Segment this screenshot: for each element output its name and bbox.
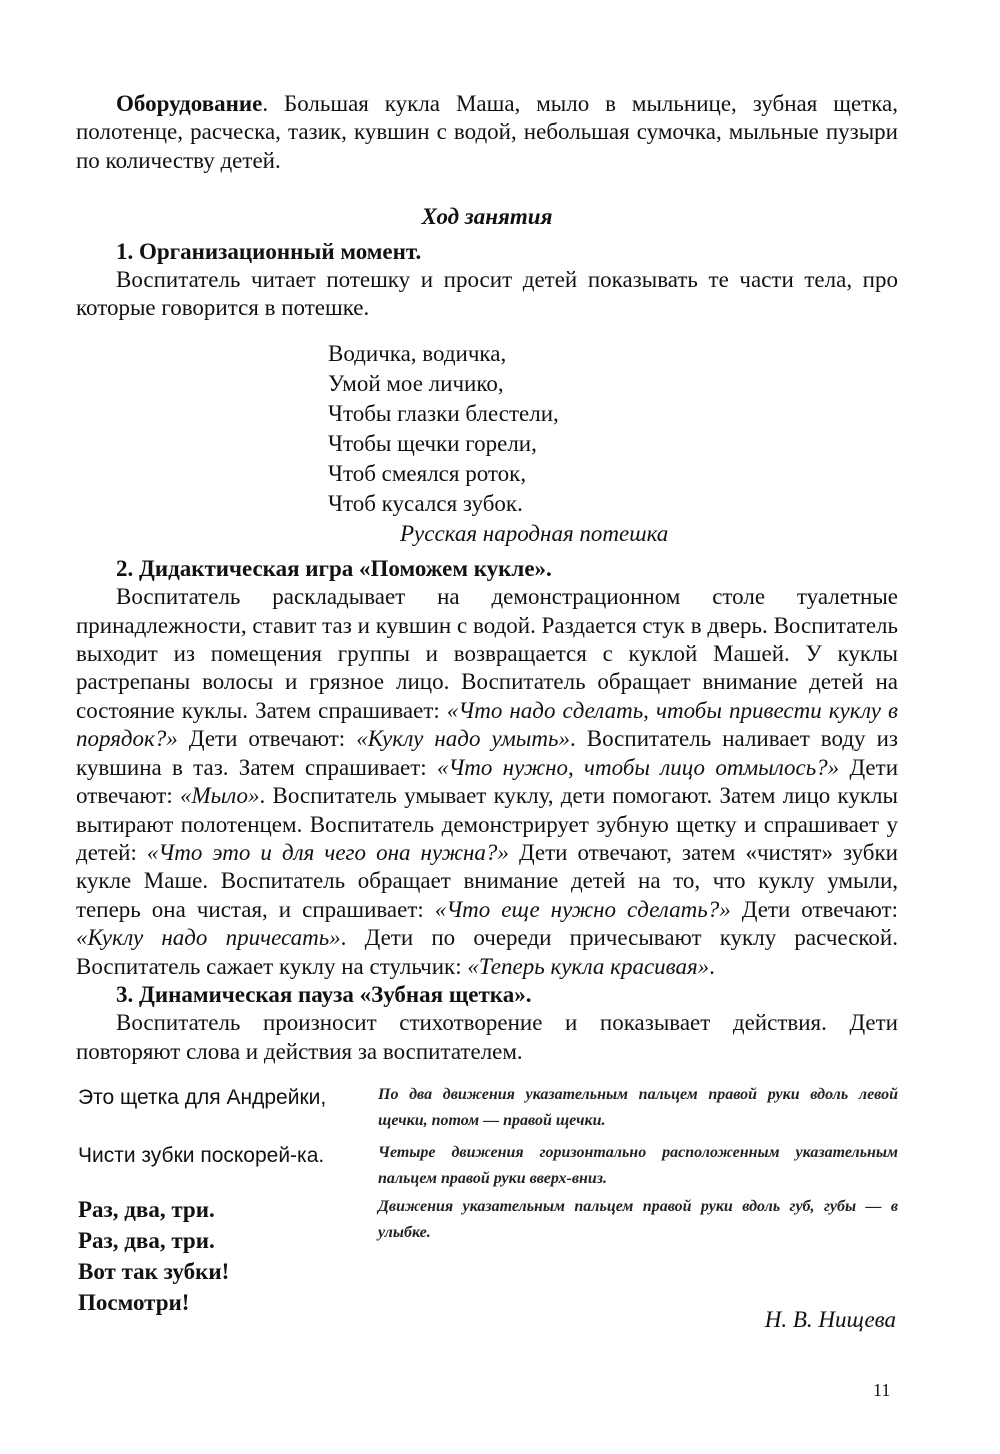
poem-line: Чтобы щечки горели,	[328, 430, 537, 456]
step3-text: Воспитатель произносит стихотворение и показывает действия. Дети повторяют слова и действия за воспитателем.	[76, 1010, 898, 1064]
poem	[328, 339, 898, 549]
text-segment: Дети отвечают, затем «чистят» зубки кукле Маше. Воспитатель обращает внимание детей на то, что куклу умыли, теперь она чистая, и спрашивает:	[76, 839, 898, 922]
verse-line: Посмотри!	[78, 1290, 190, 1316]
quote-segment: «Теперь кукла красивая»	[467, 953, 710, 979]
question-segment: «Что надо сделать, чтобы привести куклу в порядок?»	[76, 697, 898, 752]
poem-line: Чтоб кусался зубок.	[328, 490, 523, 516]
verse-line: Вот так зубки!	[78, 1259, 230, 1285]
poem-line: Водичка, водичка,	[328, 340, 507, 366]
text-segment: . Воспитатель умывает куклу, дети помогают. Затем лицо куклы вытирают полотенцем. Воспитатель демонстрирует зубную щетку и спрашивает у детей:	[76, 783, 898, 865]
equipment-label: Оборудование	[116, 91, 263, 116]
verse-line: Раз, два, три.	[78, 1228, 215, 1254]
text-segment: Дети отвечают:	[730, 896, 898, 922]
poem-line: Умой мое личико,	[328, 370, 504, 396]
exercise-table	[76, 1082, 898, 1332]
text-segment: . Дети по очереди причесывают куклу расческой. Воспитатель сажает куклу на стульчик:	[76, 925, 898, 979]
lesson-title: Ход занятия	[421, 204, 553, 230]
question-segment: «Что нужно, чтобы лицо отмылось?»	[436, 754, 840, 780]
page-body	[76, 90, 898, 1332]
verse-line: Раз, два, три.	[78, 1197, 215, 1223]
author: Н. В. Нищева	[764, 1307, 896, 1332]
equipment-paragraph	[76, 90, 898, 175]
poem-line: Чтоб смеялся роток,	[328, 460, 527, 486]
step2-text	[76, 583, 898, 981]
poem-line: Чтобы глазки блестели,	[328, 400, 559, 426]
question-segment: «Что это и для чего она нужна?»	[146, 839, 509, 865]
page-number: 11	[873, 1380, 891, 1400]
exercise-action: По два движения указательным пальцем правой руки вдоль левой щечки, потом — правой щечки.	[378, 1086, 898, 1130]
equipment-text: . Большая кукла Маша, мыло в мыльнице, зубная щетка, полотенце, расческа, тазик, кувшин с водой, небольшая сумочка, мыльные пузыри по количеству детей.	[76, 91, 898, 173]
answer-segment: «Куклу надо умыть»	[356, 726, 570, 752]
answer-segment: «Мыло»	[179, 783, 260, 809]
exercise-verse: Чисти зубки поскорей-ка.	[78, 1144, 325, 1168]
text-segment: Воспитатель раскладывает на демонстрационном столе туалетные принадлежности, ставит таз и кувшин с водой. Раздается стук в дверь. Воспитатель выходит из помещения группы и возвращается с куклой Машей. У куклы растрепаны волосы и грязное лицо. Воспитатель обращает внимание детей на состояние куклы. Затем спрашивает:	[76, 584, 898, 723]
text-segment: Дети отвечают:	[177, 726, 357, 752]
answer-segment: «Куклу надо причесать»	[76, 925, 341, 951]
exercise-action: Четыре движения горизонтально расположенным указательным пальцем правой руки вверх-вниз.	[378, 1144, 898, 1188]
step1-text: Воспитатель читает потешку и просит детей показывать те части тела, про которые говорится в потешке.	[76, 267, 898, 321]
text-segment: .	[709, 953, 715, 979]
step3-heading: 3. Динамическая пауза «Зубная щетка».	[116, 981, 532, 1007]
text-segment: Дети отвечают:	[76, 754, 898, 809]
step1-heading: 1. Организационный момент.	[116, 238, 422, 264]
exercise-action: Движения указательным пальцем правой руки вдоль губ, губы — в улыбке.	[378, 1198, 898, 1242]
exercise-verse	[78, 1194, 368, 1318]
step2-heading: 2. Дидактическая игра «Поможем кукле».	[116, 555, 552, 581]
question-segment: «Что еще нужно сделать?»	[434, 896, 731, 922]
text-segment: . Воспитатель наливает воду из кувшина в таз. Затем спрашивает:	[76, 726, 898, 780]
exercise-verse: Это щетка для Андрейки,	[78, 1086, 327, 1110]
poem-source: Русская народная потешка	[400, 520, 669, 546]
